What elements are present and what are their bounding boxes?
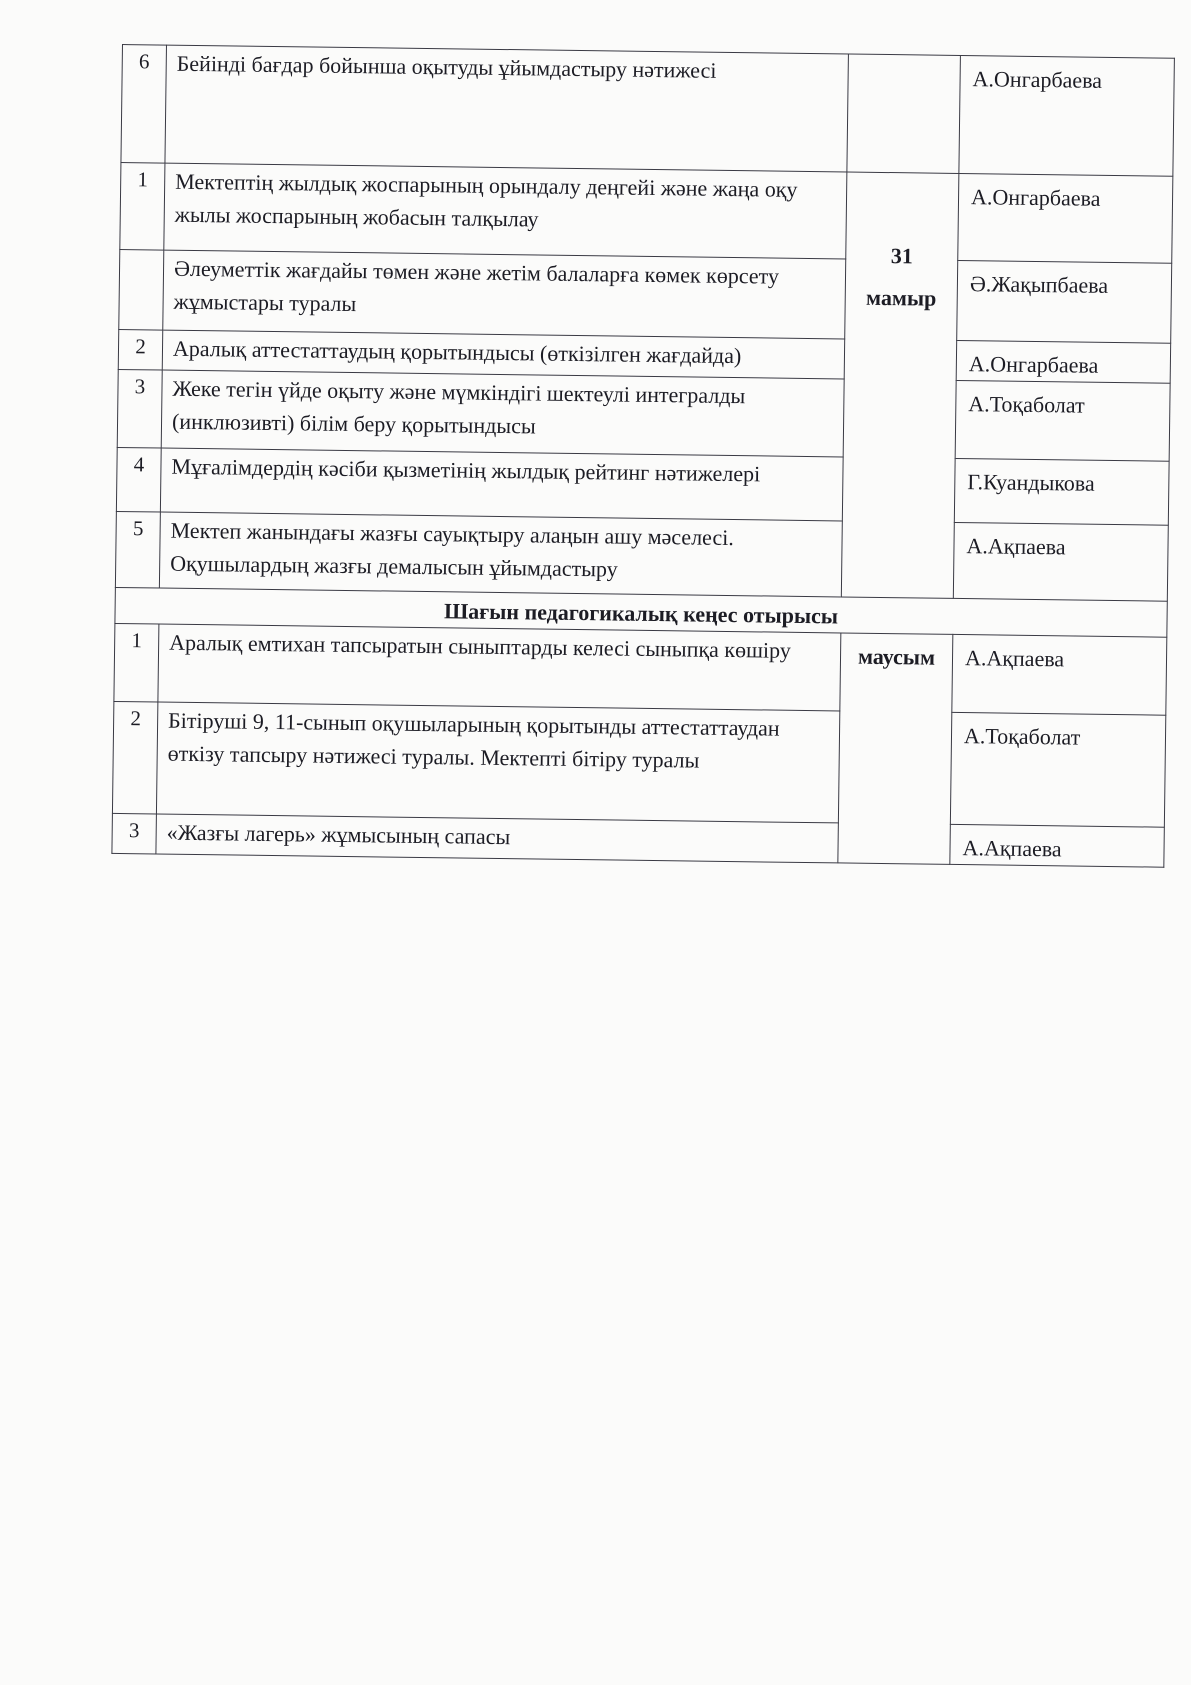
row-topic: Аралық емтихан тапсыратын сыныптарды келесі сыныпқа көшіру xyxy=(158,624,841,711)
row-topic: Жеке тегін үйде оқыту және мүмкіндігі шектеулі интегралды (инклюзивті) білім беру қорытындысы xyxy=(161,370,844,457)
row-responsible: А.Онгарбаева xyxy=(956,340,1171,383)
row-responsible: А.Ақпаева xyxy=(952,634,1167,715)
table-row xyxy=(115,511,1168,601)
plan-table xyxy=(111,44,1175,868)
row-topic: Мұғалімдердің кәсіби қызметінің жылдық рейтинг нәтижелері xyxy=(160,448,843,521)
meeting-date-may xyxy=(841,172,959,598)
row-topic: Мектептің жылдық жоспарының орындалу деңгейі және жаңа оқу жылы жоспарының жобасын талқылау xyxy=(164,163,847,259)
row-number xyxy=(119,249,164,330)
meeting-date-june xyxy=(838,633,953,864)
table-row xyxy=(114,623,1167,715)
row-number: 3 xyxy=(117,369,162,448)
row-responsible: Ә.Жақыпбаева xyxy=(957,260,1172,343)
row-topic: Бейінді бағдар бойынша оқытуды ұйымдастыру нәтижесі xyxy=(165,45,848,172)
row-number: 2 xyxy=(118,329,163,370)
date-day: 31 xyxy=(890,243,913,269)
date-month: мамыр xyxy=(865,284,937,311)
table-row xyxy=(121,45,1174,177)
row-number: 6 xyxy=(121,45,167,164)
row-responsible: А.Ақпаева xyxy=(953,522,1168,601)
row-responsible: А.Тоқаболат xyxy=(950,712,1165,827)
table-row xyxy=(117,369,1170,461)
date-month: маусым xyxy=(857,643,936,670)
row-responsible: А.Ақпаева xyxy=(950,824,1165,867)
row-topic: Бітіруші 9, 11-сынып оқушыларының қорытынды аттестаттаудан өткізу тапсыру нәтижесі туралы. Мектепті бітіру туралы xyxy=(156,702,839,823)
table-row xyxy=(119,249,1172,343)
row-number: 4 xyxy=(116,447,161,512)
row-responsible: Г.Куандыкова xyxy=(954,458,1169,525)
table-row xyxy=(120,162,1173,263)
plan-table-wrapper xyxy=(111,44,1174,868)
section-title: Шағын педагогикалық кеңес отырысы xyxy=(115,587,1167,637)
row-topic: Мектеп жанындағы жазғы сауықтыру алаңын ашу мәселесі. Оқушылардың жазғы демалысын ұйымдастыру xyxy=(159,512,842,597)
row-number: 3 xyxy=(112,813,157,854)
row-topic: «Жазғы лагерь» жұмысының сапасы xyxy=(156,814,838,863)
row-responsible: А.Тоқаболат xyxy=(955,380,1170,461)
row-responsible: А.Онгарбаева xyxy=(959,55,1175,176)
table-row xyxy=(112,701,1165,827)
row-topic: Аралық аттестаттаудың қорытындысы (өткізілген жағдайда) xyxy=(162,330,844,379)
row-number: 1 xyxy=(120,162,165,250)
row-number: 2 xyxy=(112,701,157,814)
row-date-empty xyxy=(847,54,961,173)
row-responsible: А.Онгарбаева xyxy=(958,173,1173,263)
row-topic: Әлеуметтік жағдайы төмен және жетім балаларға көмек көрсету жұмыстары туралы xyxy=(163,250,846,339)
row-number: 1 xyxy=(114,623,159,702)
row-number: 5 xyxy=(115,511,160,588)
